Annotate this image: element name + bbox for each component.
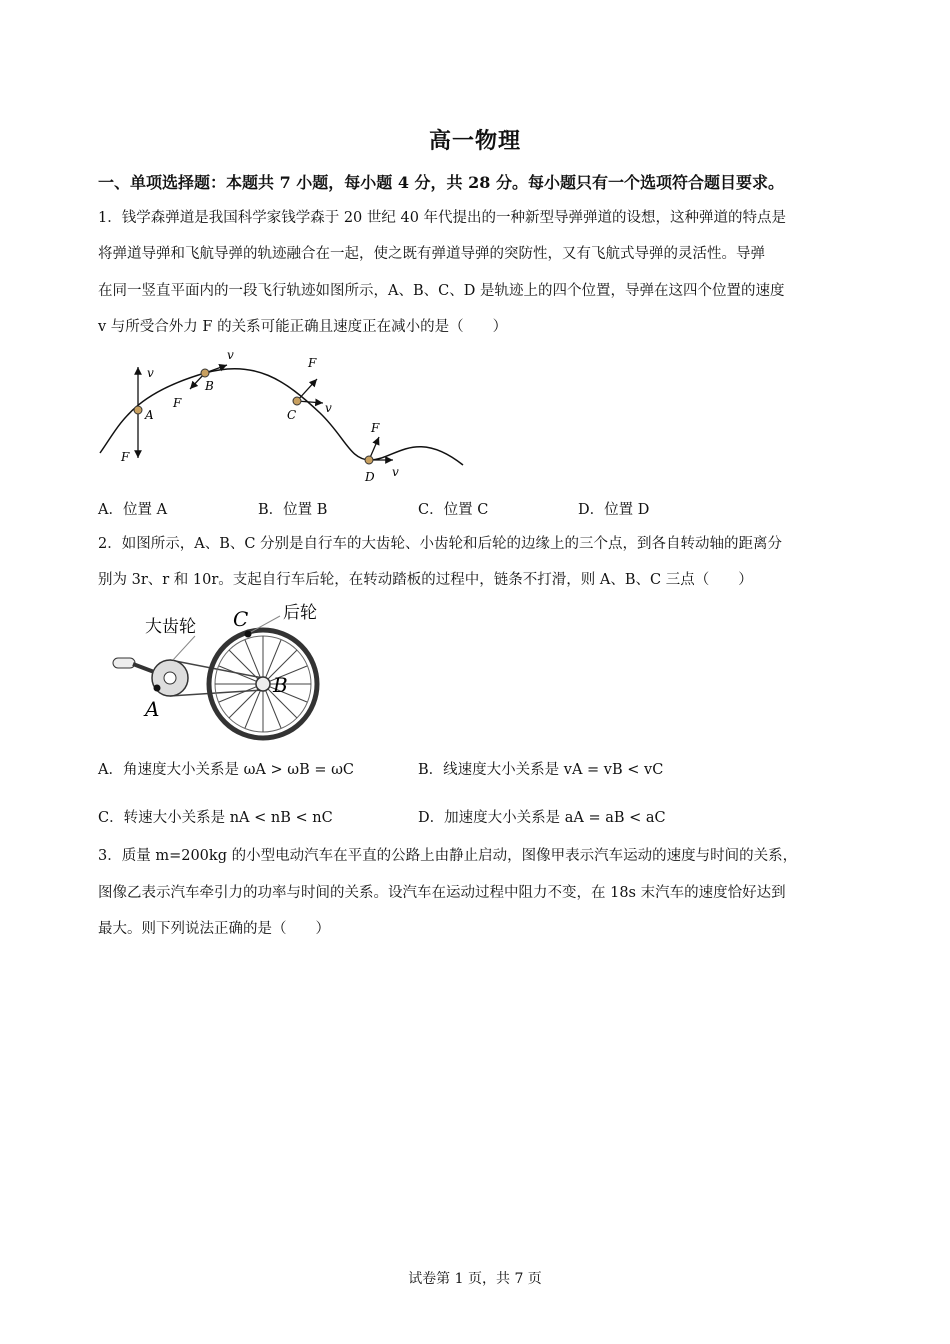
q2-line-1: 2．如图所示，A、B、C 分别是自行车的大齿轮、小齿轮和后轮的边缘上的三个点，到各自转动轴的距离分 xyxy=(98,536,783,552)
label-f-b: F xyxy=(173,396,182,410)
q1-line-3: 在同一竖直平面内的一段飞行轨迹如图所示，A、B、C、D 是轨迹上的四个位置，导弹在这四个位置的速度 xyxy=(98,283,785,299)
label-f-c: F xyxy=(308,356,317,370)
trajectory-curve xyxy=(100,369,463,465)
label-f-d: F xyxy=(371,421,380,435)
page-footer: 试卷第 1 页，共 7 页 xyxy=(408,1271,542,1287)
point-a xyxy=(134,406,142,414)
q3-line-1: 3．质量 m=200kg 的小型电动汽车在平直的公路上由静止启动，图像甲表示汽车运动的速度与时间的关系， xyxy=(98,848,798,864)
label-v-a: v xyxy=(147,366,154,380)
label-v-b: v xyxy=(227,348,234,362)
trajectory-figure xyxy=(95,345,475,490)
q2-option-d[interactable]: D．加速度大小关系是 aA = aB < aC xyxy=(418,810,666,826)
q2-option-b[interactable]: B．线速度大小关系是 vA = vB < vC xyxy=(418,762,664,778)
point-d xyxy=(365,456,373,464)
q1-option-b[interactable]: B．位置 B xyxy=(258,502,328,518)
label-big-gear: 大齿轮 xyxy=(145,617,196,637)
q1-option-a[interactable]: A．位置 A xyxy=(98,502,168,518)
label-b-bike: B xyxy=(273,673,288,697)
bicycle-figure xyxy=(105,598,335,748)
page-title: 高一物理 xyxy=(428,128,521,154)
label-rear-wheel: 后轮 xyxy=(283,603,317,623)
label-a: A xyxy=(145,408,154,422)
q2-line-2: 别为 3r、r 和 10r。支起自行车后轮，在转动踏板的过程中，链条不打滑，则 A、B、C 三点（ ） xyxy=(98,572,753,588)
label-v-c: v xyxy=(325,401,332,415)
label-a-bike: A xyxy=(145,697,160,721)
label-d: D xyxy=(365,470,375,484)
label-c: C xyxy=(287,408,297,422)
q2-option-a[interactable]: A．角速度大小关系是 ωA > ωB = ωC xyxy=(98,762,355,778)
point-c-wheel xyxy=(245,631,252,638)
section-heading: 一、单项选择题：本题共 7 小题，每小题 4 分，共 28 分。每小题只有一个选项符合题目要求。 xyxy=(98,173,784,192)
point-b xyxy=(201,369,209,377)
q3-line-2: 图像乙表示汽车牵引力的功率与时间的关系。设汽车在运动过程中阻力不变，在 18s 末汽车的速度恰好达到 xyxy=(98,885,786,901)
q3-line-3: 最大。则下列说法正确的是（ ） xyxy=(98,921,330,937)
q1-option-c[interactable]: C．位置 C xyxy=(418,502,489,518)
point-c xyxy=(293,397,301,405)
q2-option-c[interactable]: C．转速大小关系是 nA < nB < nC xyxy=(98,810,333,826)
label-v-d: v xyxy=(392,465,399,479)
q1-line-2: 将弹道导弹和飞航导弹的轨迹融合在一起，使之既有弹道导弹的突防性，又有飞航式导弹的灵活性。导弹 xyxy=(98,246,765,262)
q1-line-1: 1．钱学森弹道是我国科学家钱学森于 20 世纪 40 年代提出的一种新型导弹弹道的设想，这种弹道的特点是 xyxy=(98,210,787,226)
point-a-gear xyxy=(154,685,161,692)
small-gear xyxy=(256,677,270,691)
label-f-a: F xyxy=(121,450,130,464)
label-c-bike: C xyxy=(233,607,249,631)
label-b: B xyxy=(205,379,214,393)
q1-line-4: v 与所受合外力 F 的关系可能正确且速度正在减小的是（ ） xyxy=(98,319,508,335)
q1-option-d[interactable]: D．位置 D xyxy=(578,502,650,518)
